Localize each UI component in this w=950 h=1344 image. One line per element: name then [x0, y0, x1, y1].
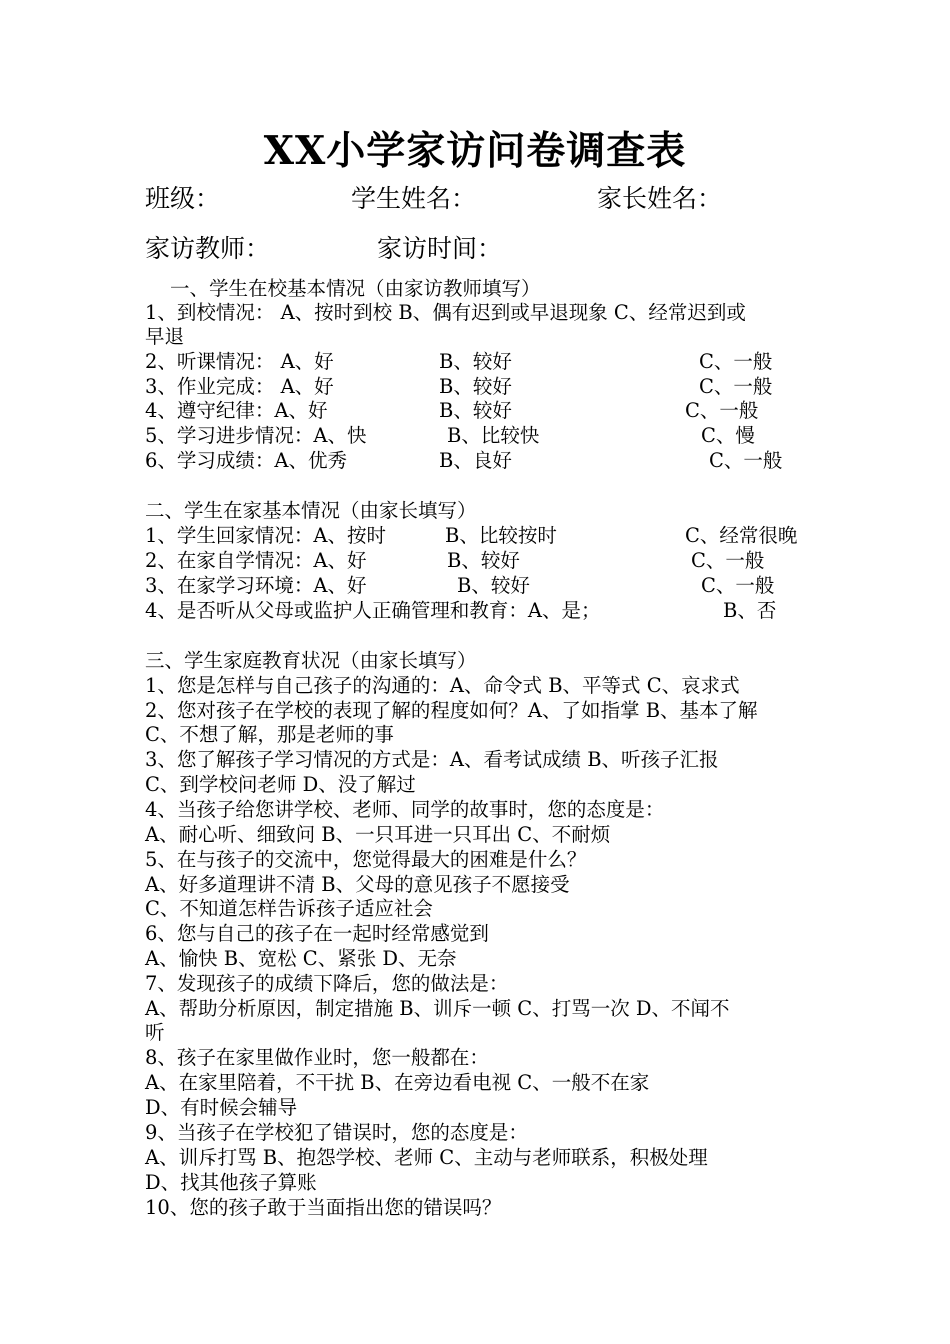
section2-heading: 二、学生在家基本情况（由家长填写） [145, 499, 477, 522]
s3-line: 4、当孩子给您讲学校、老师、同学的故事时，您的态度是： [145, 798, 665, 821]
s3-line: 7、发现孩子的成绩下降后，您的做法是： [145, 972, 509, 995]
s3-line: 2、您对孩子在学校的表现了解的程度如何？A、了如指掌 B、基本了解 [145, 699, 758, 722]
s3-line: 3、您了解孩子学习情况的方式是：A、看考试成绩 B、听孩子汇报 [145, 748, 719, 771]
question-text: 6、学习成绩：A、优秀 [145, 449, 347, 472]
s1-q5 [145, 423, 817, 448]
option-c: C、一般 [699, 350, 773, 373]
option-b: B、较好 [439, 375, 512, 398]
section1-heading: 一、学生在校基本情况（由家访教师填写） [170, 277, 541, 300]
question-text: 2、在家自学情况：A、好 [145, 549, 367, 572]
s3-line: A、愉快 B、宽松 C、紧张 D、无奈 [145, 947, 457, 970]
option-b: B、比较快 [447, 424, 540, 447]
parent-name-label: 家长姓名： [597, 184, 723, 213]
section3-heading: 三、学生家庭教育状况（由家长填写） [145, 649, 477, 672]
s3-line: 5、在与孩子的交流中，您觉得最大的困难是什么？ [145, 848, 587, 871]
s1-q2 [145, 349, 817, 374]
s3-line: C、不知道怎样告诉孩子适应社会 [145, 897, 433, 920]
page-title: XX小学家访问卷调查表 [263, 128, 687, 174]
option-b: B、比较按时 [445, 524, 557, 547]
option-b: B、否 [723, 599, 777, 622]
s1-q3 [145, 374, 817, 399]
option-b: B、较好 [439, 399, 512, 422]
option-c: C、经常很晚 [685, 524, 798, 547]
question-text: 3、在家学习环境：A、好 [145, 574, 367, 597]
option-c: C、一般 [701, 574, 775, 597]
option-c: C、一般 [709, 449, 783, 472]
s3-line: 10、您的孩子敢于当面指出您的错误吗？ [145, 1196, 502, 1219]
header-row-2 [145, 231, 825, 267]
visiting-teacher-label: 家访教师： [145, 234, 271, 263]
s3-line: A、在家里陪着，不干扰 B、在旁边看电视 C、一般不在家 [145, 1071, 650, 1094]
s3-line: A、训斥打骂 B、抱怨学校、老师 C、主动与老师联系，积极处理 [145, 1146, 708, 1169]
s3-line: 1、您是怎样与自己孩子的沟通的：A、命令式 B、平等式 C、哀求式 [145, 674, 740, 697]
option-b: B、较好 [439, 350, 512, 373]
s1-q6 [145, 448, 817, 473]
s3-line: A、好多道理讲不清 B、父母的意见孩子不愿接受 [145, 873, 570, 896]
s1-q1: 1、到校情况： A、按时到校 B、偶有迟到或早退现象 C、经常迟到或 [145, 301, 746, 324]
s3-line: 8、孩子在家里做作业时，您一般都在： [145, 1046, 489, 1069]
option-b: B、良好 [439, 449, 512, 472]
header-row-1 [145, 181, 825, 217]
s3-line: D、有时候会辅导 [145, 1096, 298, 1119]
s3-line: 6、您与自己的孩子在一起时经常感觉到 [145, 922, 489, 945]
question-text: 4、遵守纪律：A、好 [145, 399, 328, 422]
student-name-label: 学生姓名： [351, 184, 477, 213]
s3-line: 9、当孩子在学校犯了错误时，您的态度是： [145, 1121, 528, 1144]
s3-line: D、找其他孩子算账 [145, 1171, 317, 1194]
option-c: C、一般 [691, 549, 765, 572]
s3-line: C、到学校问老师 D、没了解过 [145, 773, 416, 796]
s3-line: 听 [145, 1021, 165, 1044]
class-label: 班级： [145, 184, 221, 213]
question-text: 3、作业完成： A、好 [145, 375, 334, 398]
s3-line: C、不想了解，那是老师的事 [145, 723, 394, 746]
s2-q1 [145, 523, 817, 548]
s3-line: A、耐心听、细致问 B、一只耳进一只耳出 C、不耐烦 [145, 823, 611, 846]
s3-line: A、帮助分析原因，制定措施 B、训斥一顿 C、打骂一次 D、不闻不 [145, 997, 730, 1020]
option-c: C、一般 [685, 399, 759, 422]
s1-q4 [145, 398, 817, 423]
s1-q1-cont: 早退 [145, 325, 185, 348]
question-text: 1、学生回家情况：A、按时 [145, 524, 386, 547]
option-c: C、一般 [699, 375, 773, 398]
question-text: 4、是否听从父母或监护人正确管理和教育：A、是； [145, 599, 601, 622]
option-c: C、慢 [701, 424, 755, 447]
option-b: B、较好 [457, 574, 530, 597]
question-text: 2、听课情况： A、好 [145, 350, 334, 373]
question-text: 5、学习进步情况：A、快 [145, 424, 367, 447]
option-b: B、较好 [447, 549, 520, 572]
s2-q2 [145, 548, 817, 573]
s2-q3 [145, 573, 817, 598]
s2-q4 [145, 598, 817, 623]
visit-time-label: 家访时间： [377, 234, 503, 263]
